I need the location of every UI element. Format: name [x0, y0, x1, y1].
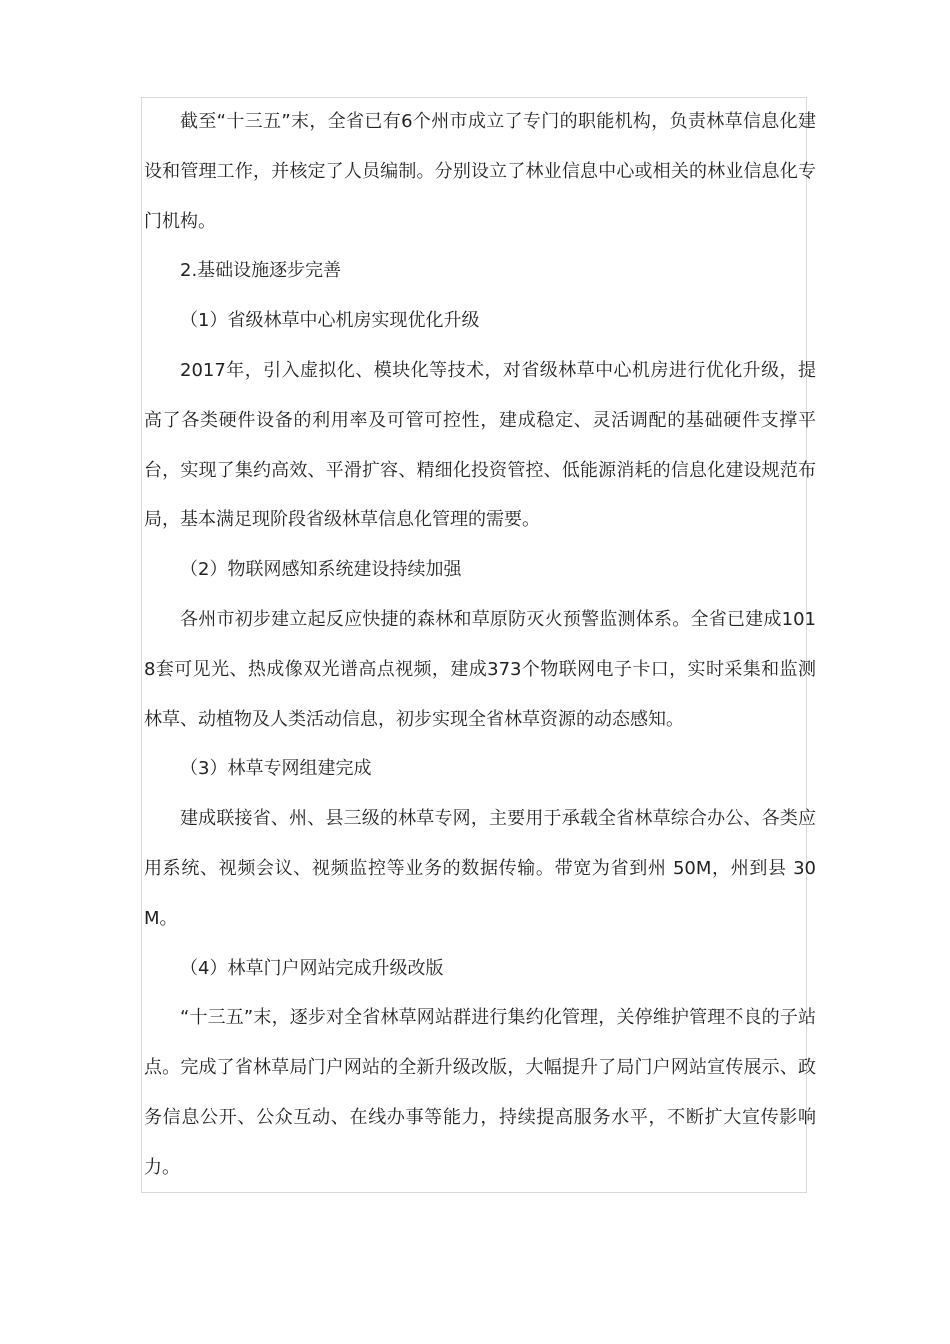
subheading-private-network: （3）林草专网组建完成 [180, 758, 372, 780]
paragraph-portal: “十三五”末，逐步对全省林草网站群进行集约化管理，关停维护管理不良的子站点。完成了省林草局门户网站的全新升级改版，大幅提升了局门户网站宣传展示、政务信息公开、公众互动、在线办事等能力，持续提高服务水平，不断扩大宣传影响力。 [144, 1007, 816, 1178]
paragraph-private-network: 建成联接省、州、县三级的林草专网，主要用于承载全省林草综合办公、各类应用系统、视频会议、视频监控等业务的数据传输。带宽为省到州 50M，州到县 30M。 [144, 808, 816, 929]
section-heading-infrastructure: 2.基础设施逐步完善 [180, 260, 342, 282]
paragraph-iot: 各州市初步建立起反应快捷的森林和草原防灭火预警监测体系。全省已建成1018套可见光、热成像双光谱高点视频，建成373个物联网电子卡口，实时采集和监测林草、动植物及人类活动信息，初步实现全省林草资源的动态感知。 [144, 608, 816, 730]
subheading-data-center: （1）省级林草中心机房实现优化升级 [180, 310, 480, 332]
subheading-iot: （2）物联网感知系统建设持续加强 [180, 559, 462, 581]
document-body [144, 97, 816, 1193]
paragraph-data-center: 2017年，引入虚拟化、模块化等技术，对省级林草中心机房进行优化升级，提高了各类硬件设备的利用率及可管可控性，建成稳定、灵活调配的基础硬件支撑平台，实现了集约高效、平滑扩容、精细化投资管控、低能源消耗的信息化建设规范布局，基本满足现阶段省级林草信息化管理的需要。 [144, 359, 816, 531]
subheading-portal: （4）林草门户网站完成升级改版 [180, 957, 444, 979]
paragraph-org-setup: 截至“十三五”末，全省已有6个州市成立了专门的职能机构，负责林草信息化建设和管理工作，并核定了人员编制。分别设立了林业信息中心或相关的林业信息化专门机构。 [144, 111, 816, 232]
